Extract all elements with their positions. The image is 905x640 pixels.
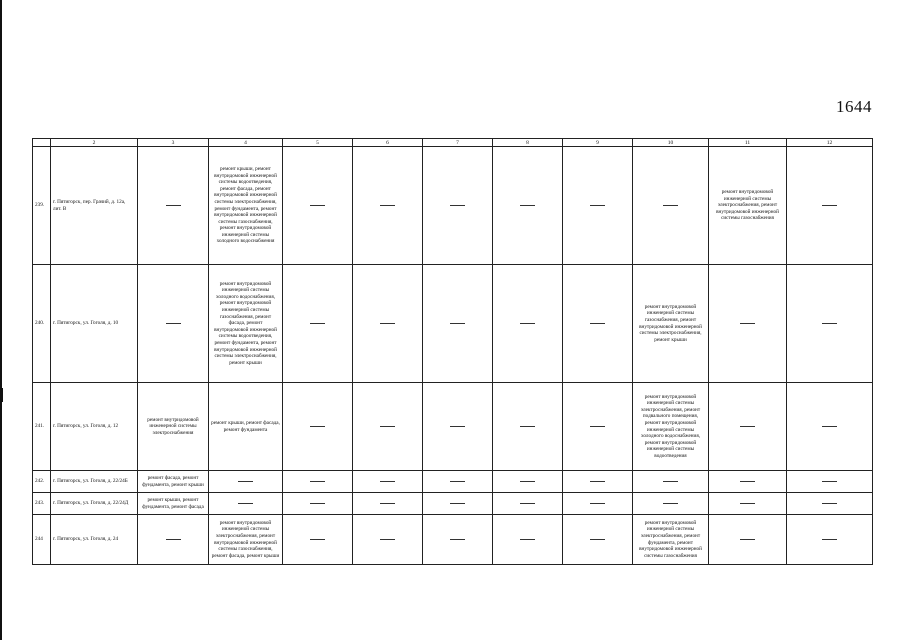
repair-schedule-table (32, 138, 873, 565)
table-row (33, 515, 873, 565)
address-cell: г. Пятигорск, ул. Гоголя, д. 22/24Б (51, 471, 138, 493)
dash-mark (166, 323, 181, 324)
works-cell: ремонт крыши, ремонт внутридомовой инженерной системы водоотведения, ремонт фасада, ремонт внутридомовой инженерной системы электроснабжения, ремонт фундамента, ремонт внутридомовой инженерной системы газоснабжения, ремонт внутридомовой инженерной системы холодного водоснабжения (209, 147, 283, 265)
dash-mark (310, 323, 325, 324)
empty-cell (353, 471, 423, 493)
address-cell: г. Пятигорск, ул. Гоголя, д. 12 (51, 383, 138, 471)
works-cell: ремонт внутридомовой инженерной системы электроснабжения, ремонт фундамента, ремонт внутридомовой инженерной системы газоснабжения (633, 515, 709, 565)
dash-mark (822, 426, 837, 427)
empty-cell (353, 265, 423, 383)
dash-mark (663, 481, 678, 482)
empty-cell (563, 471, 633, 493)
works-cell: ремонт внутридомовой инженерной системы электроснабжения, ремонт подвального помещения, ремонт внутридомовой инженерной системы холодного водоснабжения, ремонт внутридомовой инженерной системы водоотведения (633, 383, 709, 471)
works-cell: ремонт внутридомовой инженерной системы электроснабжения, ремонт внутридомовой инженерной системы газоснабжения, ремонт фасада, ремонт крыши (209, 515, 283, 565)
empty-cell (563, 493, 633, 515)
empty-cell (787, 471, 873, 493)
empty-cell (493, 147, 563, 265)
dash-mark (590, 323, 605, 324)
col-header-9: 9 (563, 139, 633, 147)
dash-mark (663, 205, 678, 206)
dash-mark (520, 503, 535, 504)
dash-mark (380, 539, 395, 540)
address-cell: г. Пятигорск, ул. Гоголя, д. 24 (51, 515, 138, 565)
dash-mark (740, 426, 755, 427)
dash-mark (822, 323, 837, 324)
dash-mark (520, 539, 535, 540)
empty-cell (493, 383, 563, 471)
empty-cell (283, 515, 353, 565)
dash-mark (380, 426, 395, 427)
works-cell: ремонт внутридомовой инженерной системы электроснабжения, ремонт внутридомовой инженерной системы газоснабжения (709, 147, 787, 265)
empty-cell (709, 383, 787, 471)
col-header-8: 8 (493, 139, 563, 147)
address-cell: г. Пятигорск, пер. Грачий, д. 12а, лит. В (51, 147, 138, 265)
row-number-cell: 242. (33, 471, 51, 493)
dash-mark (822, 205, 837, 206)
empty-cell (493, 265, 563, 383)
empty-cell (709, 515, 787, 565)
empty-cell (138, 515, 209, 565)
dash-mark (450, 205, 465, 206)
dash-mark (166, 539, 181, 540)
dash-mark (450, 503, 465, 504)
empty-cell (209, 493, 283, 515)
empty-cell (633, 471, 709, 493)
empty-cell (423, 471, 493, 493)
row-number-cell: 244 (33, 515, 51, 565)
row-number-cell: 240. (33, 265, 51, 383)
dash-mark (238, 481, 253, 482)
empty-cell (283, 471, 353, 493)
dash-mark (310, 481, 325, 482)
dash-mark (590, 205, 605, 206)
empty-cell (787, 493, 873, 515)
empty-cell (787, 147, 873, 265)
table-row (33, 265, 873, 383)
col-header-6: 6 (353, 139, 423, 147)
dash-mark (310, 205, 325, 206)
col-header-5: 5 (283, 139, 353, 147)
dash-mark (450, 323, 465, 324)
empty-cell (283, 493, 353, 515)
dash-mark (380, 503, 395, 504)
table-row (33, 471, 873, 493)
dash-mark (520, 205, 535, 206)
dash-mark (238, 503, 253, 504)
column-number-row (33, 139, 873, 147)
dash-mark (380, 481, 395, 482)
empty-cell (493, 493, 563, 515)
col-header-10: 10 (633, 139, 709, 147)
dash-mark (380, 323, 395, 324)
empty-cell (353, 493, 423, 515)
works-cell: ремонт крыши, ремонт фундамента, ремонт фасада (138, 493, 209, 515)
row-number-cell: 241. (33, 383, 51, 471)
table-row (33, 383, 873, 471)
dash-mark (740, 503, 755, 504)
empty-cell (353, 515, 423, 565)
table-row (33, 493, 873, 515)
empty-cell (493, 515, 563, 565)
dash-mark (590, 539, 605, 540)
empty-cell (353, 147, 423, 265)
empty-cell (283, 147, 353, 265)
empty-cell (209, 471, 283, 493)
dash-mark (450, 481, 465, 482)
empty-cell (563, 147, 633, 265)
dash-mark (740, 539, 755, 540)
empty-cell (633, 147, 709, 265)
col-header-11: 11 (709, 139, 787, 147)
empty-cell (709, 265, 787, 383)
empty-cell (709, 471, 787, 493)
address-cell: г. Пятигорск, ул. Гоголя, д. 22/24Д (51, 493, 138, 515)
row-number-cell: 243. (33, 493, 51, 515)
dash-mark (450, 426, 465, 427)
dash-mark (590, 481, 605, 482)
empty-cell (423, 383, 493, 471)
works-cell: ремонт фасада, ремонт фундамента, ремонт крыши (138, 471, 209, 493)
empty-cell (709, 493, 787, 515)
empty-cell (283, 383, 353, 471)
address-cell: г. Пятигорск, ул. Гоголя, д. 10 (51, 265, 138, 383)
dash-mark (380, 205, 395, 206)
dash-mark (822, 539, 837, 540)
dash-mark (740, 481, 755, 482)
empty-cell (423, 493, 493, 515)
empty-cell (787, 515, 873, 565)
works-cell: ремонт внутридомовой инженерной системы холодного водоснабжения, ремонт внутридомовой инженерной системы газоснабжения, ремонт фасада, ремонт внутридомовой инженерной системы водоотведения, ремонт фундамента, ремонт внутридомовой инженерной системы электроснабжения, ремонт крыши (209, 265, 283, 383)
dash-mark (663, 503, 678, 504)
dash-mark (310, 503, 325, 504)
col-header-12: 12 (787, 139, 873, 147)
empty-cell (787, 265, 873, 383)
dash-mark (520, 481, 535, 482)
empty-cell (493, 471, 563, 493)
col-header-7: 7 (423, 139, 493, 147)
col-header-2: 2 (51, 139, 138, 147)
left-margin-tick (0, 388, 3, 402)
dash-mark (590, 426, 605, 427)
dash-mark (520, 323, 535, 324)
dash-mark (166, 205, 181, 206)
dash-mark (450, 539, 465, 540)
empty-cell (563, 383, 633, 471)
dash-mark (310, 539, 325, 540)
dash-mark (740, 323, 755, 324)
dash-mark (520, 426, 535, 427)
works-cell: ремонт внутридомовой инженерной системы электроснабжения (138, 383, 209, 471)
empty-cell (138, 147, 209, 265)
table-row (33, 147, 873, 265)
page-number: 1644 (836, 97, 872, 116)
dash-mark (590, 503, 605, 504)
row-number-cell: 239. (33, 147, 51, 265)
empty-cell (138, 265, 209, 383)
empty-cell (283, 265, 353, 383)
empty-cell (423, 147, 493, 265)
empty-cell (563, 515, 633, 565)
col-header-1 (33, 139, 51, 147)
dash-mark (310, 426, 325, 427)
empty-cell (563, 265, 633, 383)
empty-cell (787, 383, 873, 471)
empty-cell (633, 493, 709, 515)
works-cell: ремонт внутридомовой инженерной системы газоснабжения, ремонт внутридомовой инженерной системы электроснабжения, ремонт крыши (633, 265, 709, 383)
works-cell: ремонт крыши, ремонт фасада, ремонт фундамента (209, 383, 283, 471)
empty-cell (423, 515, 493, 565)
col-header-3: 3 (138, 139, 209, 147)
empty-cell (423, 265, 493, 383)
empty-cell (353, 383, 423, 471)
dash-mark (822, 481, 837, 482)
col-header-4: 4 (209, 139, 283, 147)
dash-mark (822, 503, 837, 504)
left-margin-rule (0, 0, 2, 640)
